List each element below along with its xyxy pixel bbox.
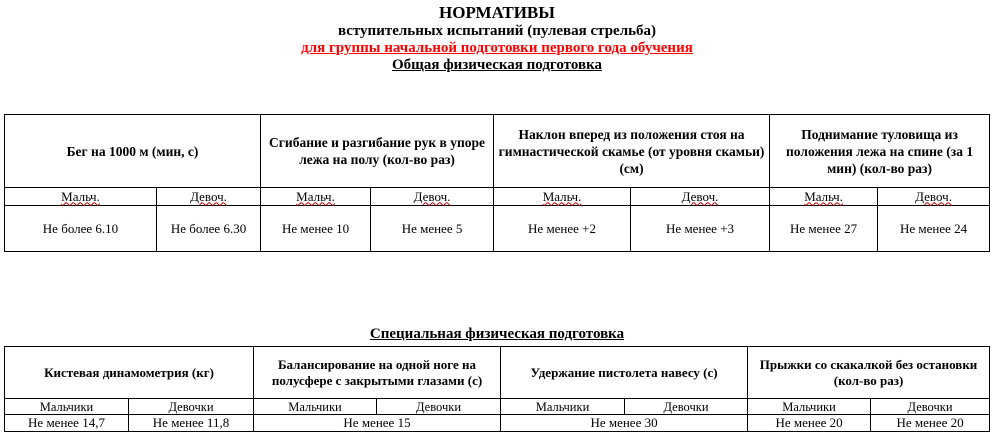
table-subheader-row bbox=[5, 188, 990, 206]
table-row bbox=[5, 415, 990, 432]
girls-label: Девочки bbox=[377, 399, 501, 415]
special-fitness-table bbox=[4, 346, 990, 432]
column-title-jump-rope: Прыжки со скакалкой без остановки (кол-во раз) bbox=[748, 347, 990, 399]
girls-label: Девоч. bbox=[371, 188, 494, 206]
value-cell: Не менее 5 bbox=[371, 206, 494, 252]
value-cell: Не менее +2 bbox=[494, 206, 631, 252]
value-cell: Не менее 20 bbox=[871, 415, 990, 432]
group-heading: для группы начальной подготовки первого года обучения bbox=[301, 40, 693, 56]
document-title: НОРМАТИВЫ bbox=[439, 3, 555, 22]
table-header-row bbox=[5, 115, 990, 188]
girls-label: Девочки bbox=[129, 399, 254, 415]
girls-label: Девочки bbox=[625, 399, 748, 415]
column-title-pistol-hold: Удержание пистолета навесу (с) bbox=[501, 347, 748, 399]
table-row bbox=[5, 206, 990, 252]
column-title-pushups: Сгибание и разгибание рук в упоре лежа на полу (кол-во раз) bbox=[261, 115, 494, 188]
column-title-balance: Балансирование на одной ноге на полусфере с закрытыми глазами (с) bbox=[254, 347, 501, 399]
general-fitness-table bbox=[4, 114, 990, 252]
boys-label: Мальч. bbox=[494, 188, 631, 206]
girls-label: Девоч. bbox=[157, 188, 261, 206]
column-title-run: Бег на 1000 м (мин, с) bbox=[5, 115, 261, 188]
value-cell: Не менее 11,8 bbox=[129, 415, 254, 432]
boys-label: Мальчики bbox=[501, 399, 625, 415]
girls-label: Девочки bbox=[871, 399, 990, 415]
value-cell: Не менее 10 bbox=[261, 206, 371, 252]
girls-label: Девоч. bbox=[878, 188, 990, 206]
value-cell: Не менее 24 bbox=[878, 206, 990, 252]
value-cell: Не менее 30 bbox=[501, 415, 748, 432]
girls-label: Девоч. bbox=[631, 188, 770, 206]
value-cell: Не менее +3 bbox=[631, 206, 770, 252]
boys-label: Мальчики bbox=[5, 399, 129, 415]
column-title-bend: Наклон вперед из положения стоя на гимнастической скамье (от уровня скамьи) (см) bbox=[494, 115, 770, 188]
value-cell: Не менее 15 bbox=[254, 415, 501, 432]
boys-label: Мальчики bbox=[748, 399, 871, 415]
section-general-title: Общая физическая подготовка bbox=[392, 57, 602, 73]
boys-label: Мальч. bbox=[261, 188, 371, 206]
column-title-situps: Поднимание туловища из положения лежа на спине (за 1 мин) (кол-во раз) bbox=[770, 115, 990, 188]
value-cell: Не более 6.30 bbox=[157, 206, 261, 252]
value-cell: Не менее 14,7 bbox=[5, 415, 129, 432]
boys-label: Мальч. bbox=[5, 188, 157, 206]
section-special-title: Специальная физическая подготовка bbox=[369, 326, 625, 342]
value-cell: Не менее 20 bbox=[748, 415, 871, 432]
document-subtitle: вступительных испытаний (пулевая стрельба) bbox=[337, 23, 657, 39]
value-cell: Не более 6.10 bbox=[5, 206, 157, 252]
boys-label: Мальч. bbox=[770, 188, 878, 206]
table-header-row bbox=[5, 347, 990, 399]
document-header bbox=[0, 4, 994, 74]
table-subheader-row bbox=[5, 399, 990, 415]
column-title-dynamometry: Кистевая динамометрия (кг) bbox=[5, 347, 254, 399]
boys-label: Мальчики bbox=[254, 399, 377, 415]
value-cell: Не менее 27 bbox=[770, 206, 878, 252]
